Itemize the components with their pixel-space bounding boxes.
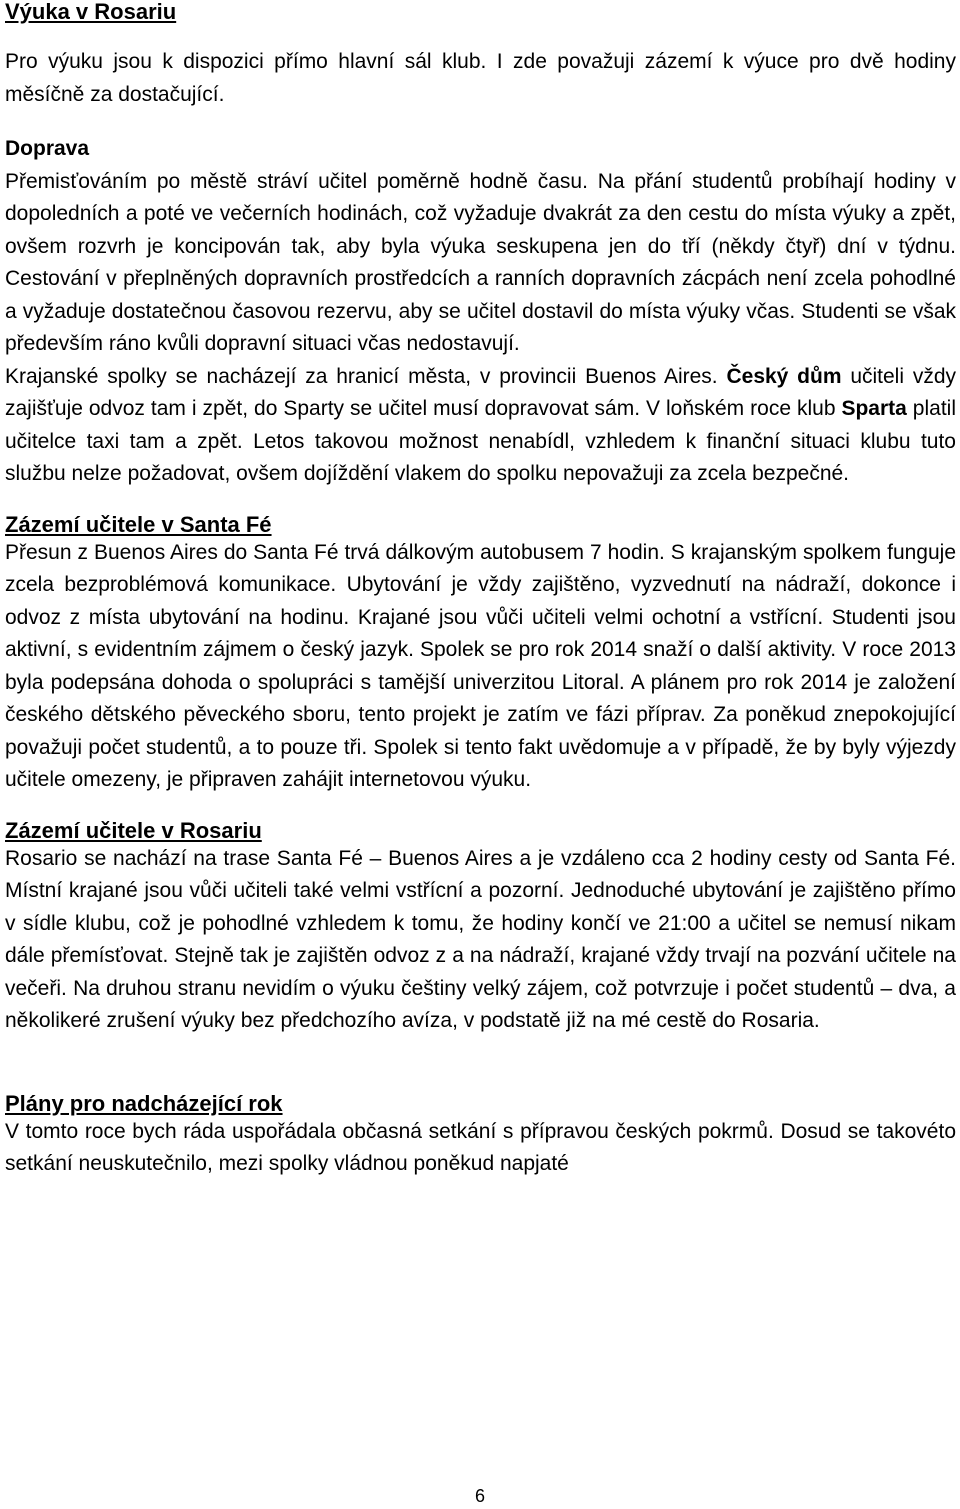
paragraph-doprava-1: Přemisťováním po městě stráví učitel poměrně hodně času. Na přání studentů probíhají hodiny v dopoledních a poté ve večerních hodinách, což vyžaduje dvakrát za den cestu do místa výuky a zpět, ovšem rozvrh je koncipován tak, aby byla výuka seskupena jen do tří (někdy čtyř) dní v týdnu. Cestování v přeplněných dopravních prostředcích a ranních dopravních zácpách není zcela pohodlné a vyžaduje dostatečnou časovou rezervu, aby se učitel dostavil do místa výuky včas. Studenti se však především ráno kvůli dopravní situaci včas nedostavují. xyxy=(5,169,956,355)
paragraph-santa-fe: Přesun z Buenos Aires do Santa Fé trvá dálkovým autobusem 7 hodin. S krajanským spolkem funguje zcela bezproblémová komunikace. Ubytování je vždy zajištěno, vyzvednutí na nádraží, dokonce i odvoz z místa ubytování na hodinu. Krajané jsou vůči učiteli velmi ochotní a vstřícní. Studenti jsou aktivní, s evidentním zájmem o český jazyk. Spolek se pro rok 2014 snaží o další aktivity. V roce 2013 byla podepsána dohoda o spolupráci s tamější univerzitou Litoral. A plánem pro rok 2014 je založení českého dětského pěveckého sboru, tento projekt je zatím ve fázi příprav. Za poněkud znepokojující považuji počet studentů, a to pouze tři. Spolek si tento fakt uvědomuje a v případě, že by byly výjezdy učitele omezeny, je připraven zahájit internetovou výuku. xyxy=(5,540,956,791)
spacer xyxy=(5,24,956,46)
heading-vyuka-v-rosariu: Výuka v Rosariu xyxy=(5,0,177,24)
heading-zazemi-rosario: Zázemí učitele v Rosariu xyxy=(5,817,262,843)
paragraph-rosario: Rosario se nachází na trase Santa Fé – Buenos Aires a je vzdáleno cca 2 hodiny cesty od Santa Fé. Místní krajané jsou vůči učiteli také velmi vstřícní a pozorní. Jednoduché ubytování je zajištěno přímo v sídle klubu, což je pohodlné vzhledem k tomu, že hodiny končí ve 21:00 a učitel se nemusí nikam dále přemísťovat. Stejně tak je zajištěn odvoz z a na nádraží, krajané vždy trvají na pozvání učitele na večeři. Na druhou stranu nevidím o výuku češtiny velký zájem, což potvrzuje i počet studentů – dva, a několikeré zrušení výuky bez předchozího avíza, v podstatě již na mé cestě do Rosaria. xyxy=(5,846,956,1032)
text-segment: Krajanské spolky se nacházejí za hranicí města, v provincii Buenos Aires. xyxy=(5,364,727,388)
heading-doprava: Doprava xyxy=(5,137,90,160)
heading-zazemi-santa-fe: Zázemí učitele v Santa Fé xyxy=(5,511,272,537)
heading-plany: Plány pro nadcházející rok xyxy=(5,1090,283,1116)
spacer xyxy=(5,1038,956,1070)
paragraph-plany: V tomto roce bych ráda uspořádala občasná setkání s přípravou českých pokrmů. Dosud se takovéto setkání neuskutečnilo, mezi spolky vládnou poněkud napjaté xyxy=(5,1119,956,1175)
text-segment: učiteli vždy zajišťuje odvoz tam i zpět, do Sparty se učitel musí dopravovat sám. V loňském roce klub xyxy=(5,364,956,420)
spacer xyxy=(5,797,956,819)
text-segment: platil učitelce taxi tam a zpět. Letos takovou možnost nenabídl, vzhledem k finanční situaci klubu tuto službu nelze požadovat, ovšem dojíždění vlakem do spolku nepovažuji za zcela bezpečné. xyxy=(5,397,956,485)
paragraph-vyuka: Pro výuku jsou k dispozici přímo hlavní sál klub. I zde považuji zázemí k výuce pro dvě hodiny měsíčně za dostačující. xyxy=(5,50,956,106)
spacer xyxy=(5,491,956,513)
document-page xyxy=(5,0,956,1181)
spacer xyxy=(5,111,956,133)
page-number: 6 xyxy=(474,1486,485,1506)
club-name-cesky-dum: Český dům xyxy=(726,364,842,388)
spacer xyxy=(5,1070,956,1092)
club-name-sparta: Sparta xyxy=(841,397,907,420)
paragraph-doprava-2 xyxy=(5,361,956,491)
